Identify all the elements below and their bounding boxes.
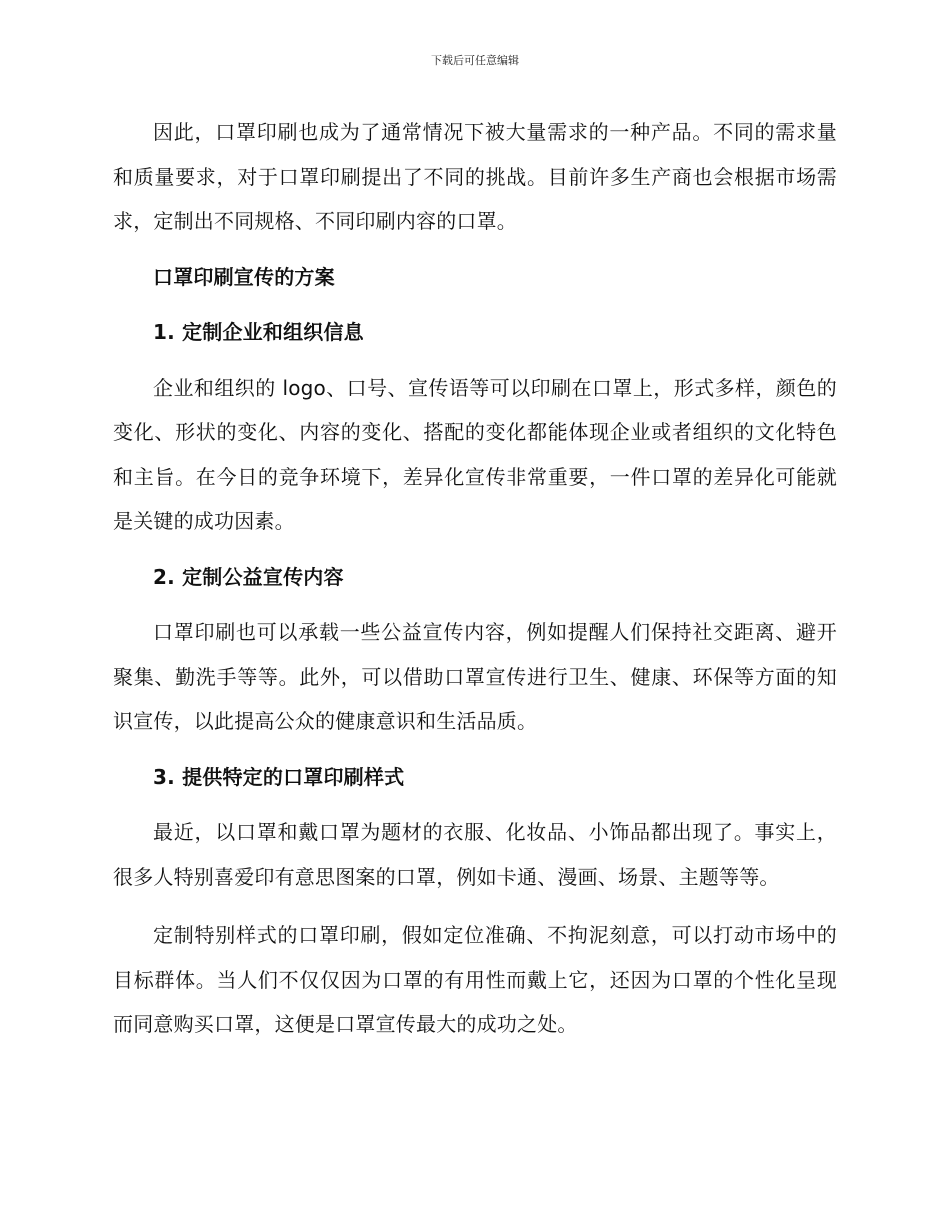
paragraph-public-welfare: 口罩印刷也可以承载一些公益宣传内容，例如提醒人们保持社交距离、避开聚集、勤洗手等等。此外，可以借助口罩宣传进行卫生、健康、环保等方面的知识宣传，以此提高公众的健康意识和生活品质。 bbox=[113, 620, 837, 733]
paragraph-intro: 因此，口罩印刷也成为了通常情况下被大量需求的一种产品。不同的需求量和质量要求，对于口罩印刷提出了不同的挑战。目前许多生产商也会根据市场需求，定制出不同规格、不同印刷内容的口罩。 bbox=[113, 120, 837, 233]
page-header: 下载后可任意编辑 bbox=[431, 54, 519, 67]
subheading-3: 3. 提供特定的口罩印刷样式 bbox=[153, 764, 405, 789]
paragraph-enterprise: 企业和组织的 logo、口号、宣传语等可以印刷在口罩上，形式多样，颜色的变化、形状的变化、内容的变化、搭配的变化都能体现企业或者组织的文化特色和主旨。在今日的竞争环境下，差异化宣传非常重要，一件口罩的差异化可能就是关键的成功因素。 bbox=[113, 375, 837, 533]
section-heading-main: 口罩印刷宣传的方案 bbox=[153, 264, 335, 289]
paragraph-styles: 最近，以口罩和戴口罩为题材的衣服、化妆品、小饰品都出现了。事实上，很多人特别喜爱印有意思图案的口罩，例如卡通、漫画、场景、主题等等。 bbox=[113, 820, 837, 889]
subheading-1: 1. 定制企业和组织信息 bbox=[153, 320, 364, 344]
document-body bbox=[113, 110, 837, 1047]
subheading-2: 2. 定制公益宣传内容 bbox=[153, 564, 344, 589]
paragraph-conclusion: 定制特别样式的口罩印刷，假如定位准确、不拘泥刻意，可以打动市场中的目标群体。当人们不仅仅因为口罩的有用性而戴上它，还因为口罩的个性化呈现而同意购买口罩，这便是口罩宣传最大的成功之处。 bbox=[113, 923, 837, 1036]
